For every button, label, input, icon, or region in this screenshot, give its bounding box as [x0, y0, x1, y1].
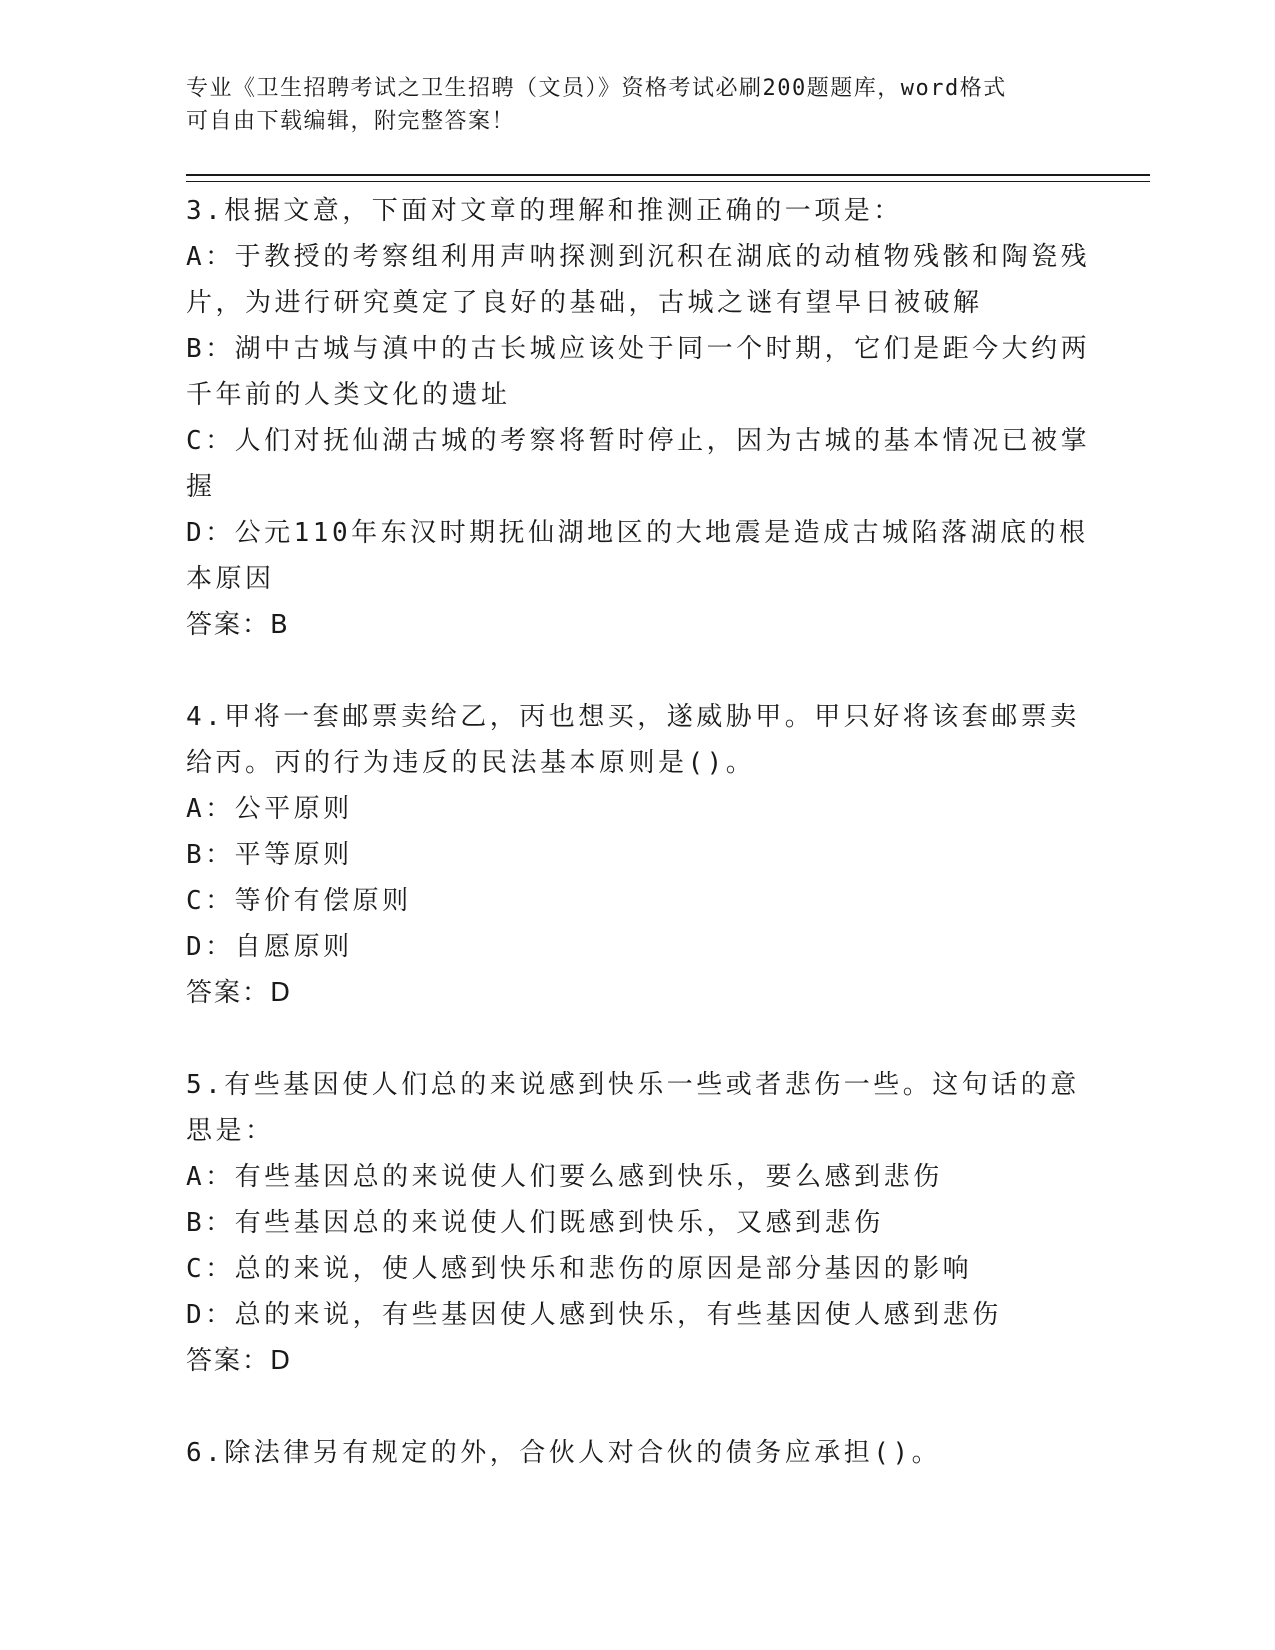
question-4 [186, 694, 1086, 1016]
answer-label: 答案：B [186, 610, 290, 640]
option-c-continued: 握 [186, 472, 216, 502]
header-line-2: 可自由下载编辑，附完整答案！ [186, 109, 516, 134]
question-stem-continued: 思是： [186, 1116, 275, 1146]
option-b: B：有些基因总的来说使人们既感到快乐，又感到悲伤 [186, 1208, 884, 1238]
question-6 [186, 1430, 1086, 1476]
question-stem-continued: 给丙。丙的行为违反的民法基本原则是()。 [186, 748, 756, 778]
header-divider-thick [186, 174, 1150, 176]
option-a-continued: 片，为进行研究奠定了良好的基础，古城之谜有望早日被破解 [186, 288, 983, 318]
question-stem: 4.甲将一套邮票卖给乙，丙也想买，遂威胁甲。甲只好将该套邮票卖 [186, 702, 1080, 732]
option-b: B：平等原则 [186, 840, 353, 870]
option-b-continued: 千年前的人类文化的遗址 [186, 380, 511, 410]
option-a: A：于教授的考察组利用声呐探测到沉积在湖底的动植物残骸和陶瓷残 [186, 242, 1091, 272]
answer-label: 答案：D [186, 1346, 293, 1376]
option-c: C：总的来说，使人感到快乐和悲伤的原因是部分基因的影响 [186, 1254, 973, 1284]
option-c: C：等价有偿原则 [186, 886, 412, 916]
question-stem: 5.有些基因使人们总的来说感到快乐一些或者悲伤一些。这句话的意 [186, 1070, 1080, 1100]
question-3 [186, 188, 1091, 648]
option-a: A：公平原则 [186, 794, 353, 824]
option-d: D：总的来说，有些基因使人感到快乐，有些基因使人感到悲伤 [186, 1300, 1002, 1330]
question-5 [186, 1062, 1086, 1384]
document-header [186, 72, 1086, 138]
option-a: A：有些基因总的来说使人们要么感到快乐，要么感到悲伤 [186, 1162, 943, 1192]
option-c: C：人们对抚仙湖古城的考察将暂时停止，因为古城的基本情况已被掌 [186, 426, 1091, 456]
question-stem: 6.除法律另有规定的外，合伙人对合伙的债务应承担()。 [186, 1438, 942, 1468]
answer-label: 答案：D [186, 978, 293, 1008]
option-b: B：湖中古城与滇中的古长城应该处于同一个时期，它们是距今大约两 [186, 334, 1091, 364]
option-d-continued: 本原因 [186, 564, 275, 594]
question-stem: 3.根据文意，下面对文章的理解和推测正确的一项是： [186, 196, 903, 226]
header-line-1: 专业《卫生招聘考试之卫生招聘（文员）》资格考试必刷200题题库，word格式 [186, 76, 1007, 101]
option-d: D：自愿原则 [186, 932, 353, 962]
question-list [186, 188, 1091, 1476]
header-divider-thin [186, 181, 1150, 182]
option-d: D：公元110年东汉时期抚仙湖地区的大地震是造成古城陷落湖底的根 [186, 518, 1089, 548]
